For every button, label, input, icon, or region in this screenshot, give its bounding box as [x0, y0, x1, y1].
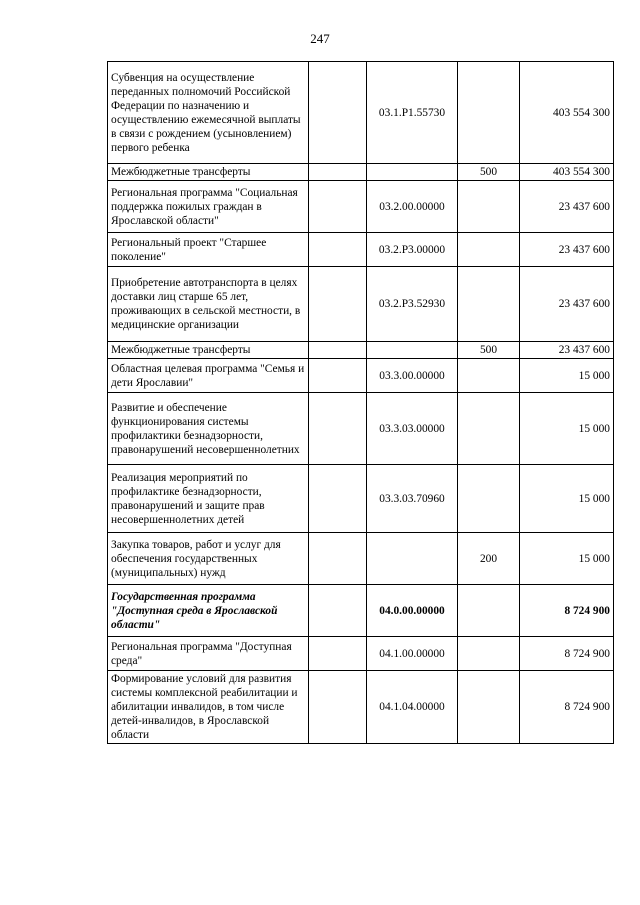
row-amount: 15 000	[520, 533, 614, 585]
row-amount: 403 554 300	[520, 62, 614, 164]
row-name: Региональная программа "Социальная поддержка пожилых граждан в Ярославской области"	[108, 181, 309, 233]
row-amount: 15 000	[520, 359, 614, 393]
row-name: Государственная программа "Доступная среда в Ярославской области"	[108, 585, 309, 637]
row-amount: 403 554 300	[520, 164, 614, 181]
table-row	[108, 637, 614, 671]
row-vr	[458, 62, 520, 164]
row-name: Реализация мероприятий по профилактике безнадзорности, правонарушений и защите прав несовершеннолетних детей	[108, 465, 309, 533]
row-name: Региональная программа "Доступная среда"	[108, 637, 309, 671]
row-code: 04.0.00.00000	[367, 585, 458, 637]
row-vr	[458, 585, 520, 637]
row-amount: 8 724 900	[520, 637, 614, 671]
table-row	[108, 267, 614, 342]
row-vr: 500	[458, 164, 520, 181]
row-amount: 8 724 900	[520, 585, 614, 637]
row-code	[367, 164, 458, 181]
row-vr	[458, 181, 520, 233]
row-blank	[309, 181, 367, 233]
row-code: 03.3.03.00000	[367, 393, 458, 465]
row-blank	[309, 233, 367, 267]
table-row	[108, 342, 614, 359]
row-name: Развитие и обеспечение функционирования системы профилактики безнадзорности, правонарушений несовершеннолетних	[108, 393, 309, 465]
row-code: 03.2.00.00000	[367, 181, 458, 233]
page-number: 247	[310, 31, 330, 46]
table-row	[108, 359, 614, 393]
row-amount: 23 437 600	[520, 267, 614, 342]
row-blank	[309, 164, 367, 181]
row-code: 03.2.P3.00000	[367, 233, 458, 267]
row-name: Приобретение автотранспорта в целях доставки лиц старше 65 лет, проживающих в сельской местности, в медицинские организации	[108, 267, 309, 342]
row-blank	[309, 465, 367, 533]
row-blank	[309, 533, 367, 585]
row-blank	[309, 359, 367, 393]
row-vr: 500	[458, 342, 520, 359]
row-blank	[309, 585, 367, 637]
table-row	[108, 62, 614, 164]
table-row-program	[108, 585, 614, 637]
row-amount: 15 000	[520, 465, 614, 533]
table-row	[108, 164, 614, 181]
row-blank	[309, 637, 367, 671]
row-name: Межбюджетные трансферты	[108, 164, 309, 181]
row-code: 04.1.04.00000	[367, 671, 458, 744]
row-blank	[309, 267, 367, 342]
row-vr	[458, 637, 520, 671]
row-name: Областная целевая программа "Семья и дети Ярославии"	[108, 359, 309, 393]
row-code	[367, 533, 458, 585]
row-vr	[458, 393, 520, 465]
budget-table	[107, 61, 614, 744]
row-blank	[309, 62, 367, 164]
row-amount: 23 437 600	[520, 342, 614, 359]
row-name: Субвенция на осуществление переданных полномочий Российской Федерации по назначению и осуществлению ежемесячной выплаты в связи с рождением (усыновлением) первого ребенка	[108, 62, 309, 164]
row-vr: 200	[458, 533, 520, 585]
row-name: Закупка товаров, работ и услуг для обеспечения государственных (муниципальных) нужд	[108, 533, 309, 585]
row-code: 03.1.P1.55730	[367, 62, 458, 164]
row-vr	[458, 233, 520, 267]
table-row	[108, 233, 614, 267]
row-code: 03.3.00.00000	[367, 359, 458, 393]
row-vr	[458, 359, 520, 393]
row-amount: 15 000	[520, 393, 614, 465]
row-blank	[309, 671, 367, 744]
row-amount: 8 724 900	[520, 671, 614, 744]
row-amount: 23 437 600	[520, 181, 614, 233]
row-name: Региональный проект "Старшее поколение"	[108, 233, 309, 267]
table-row	[108, 671, 614, 744]
row-vr	[458, 465, 520, 533]
row-code: 03.2.P3.52930	[367, 267, 458, 342]
row-vr	[458, 671, 520, 744]
row-name: Межбюджетные трансферты	[108, 342, 309, 359]
row-blank	[309, 393, 367, 465]
row-amount: 23 437 600	[520, 233, 614, 267]
table-row	[108, 181, 614, 233]
row-name: Формирование условий для развития системы комплексной реабилитации и абилитации инвалидов, в том числе детей-инвалидов, в Ярославской области	[108, 671, 309, 744]
row-code	[367, 342, 458, 359]
row-code: 03.3.03.70960	[367, 465, 458, 533]
table-row	[108, 533, 614, 585]
table-row	[108, 465, 614, 533]
table-row	[108, 393, 614, 465]
row-code: 04.1.00.00000	[367, 637, 458, 671]
row-blank	[309, 342, 367, 359]
row-vr	[458, 267, 520, 342]
